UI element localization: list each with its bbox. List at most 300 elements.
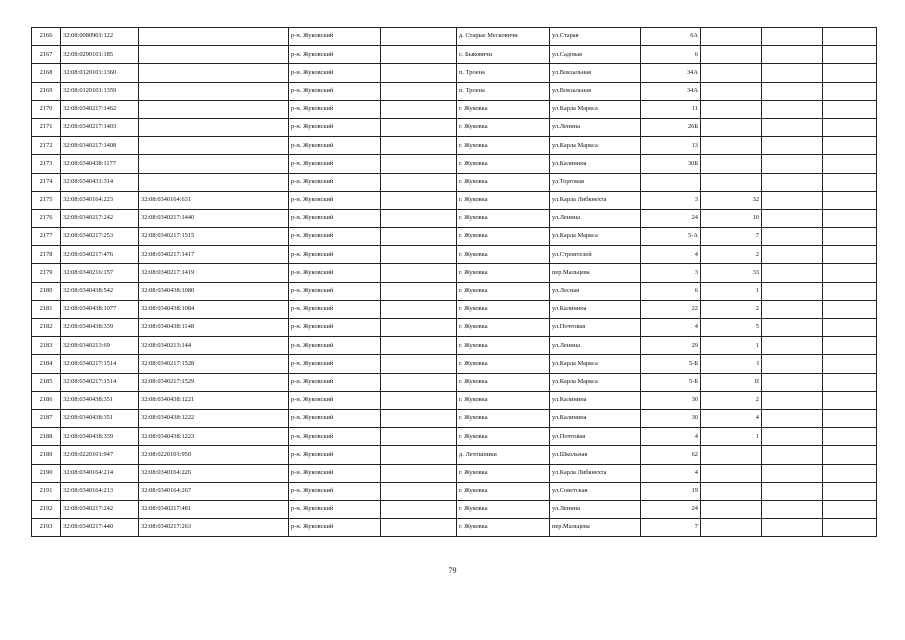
- empty-cell-cell: [823, 519, 877, 537]
- apartment-number-cell: [701, 100, 762, 118]
- premise-cadastral-number-cell: 32:08:0340164:267: [139, 482, 289, 500]
- cadastral-number-cell: 32:08:0220101:947: [61, 446, 139, 464]
- apartment-number-cell: [701, 519, 762, 537]
- table-row: [32, 173, 877, 191]
- apartment-number-cell: 2: [701, 246, 762, 264]
- empty-cell-cell: [381, 409, 457, 427]
- row-number-cell: 2181: [32, 300, 61, 318]
- empty-cell-cell: [823, 355, 877, 373]
- apartment-number-cell: [701, 173, 762, 191]
- cadastral-number-cell: 32:08:0340438:351: [61, 409, 139, 427]
- cadastral-number-cell: 32:08:0340164:214: [61, 464, 139, 482]
- row-number-cell: 2168: [32, 64, 61, 82]
- row-number-cell: 2170: [32, 100, 61, 118]
- premise-cadastral-number-cell: [139, 118, 289, 136]
- apartment-number-cell: [701, 46, 762, 64]
- apartment-number-cell: [701, 118, 762, 136]
- street-cell: ул.Карла Либкнехта: [550, 464, 641, 482]
- district-cell: р-н. Жуковский: [289, 464, 381, 482]
- premise-cadastral-number-cell: 32:08:0340438:1080: [139, 282, 289, 300]
- district-cell: р-н. Жуковский: [289, 246, 381, 264]
- district-cell: р-н. Жуковский: [289, 300, 381, 318]
- street-cell: ул.Советская: [550, 482, 641, 500]
- district-cell: р-н. Жуковский: [289, 82, 381, 100]
- apartment-number-cell: [701, 482, 762, 500]
- street-cell: ул.Лесная: [550, 282, 641, 300]
- apartment-number-cell: 2: [701, 391, 762, 409]
- apartment-number-cell: 1: [701, 428, 762, 446]
- empty-cell-cell: [823, 300, 877, 318]
- locality-cell: г. Жуковка: [457, 228, 550, 246]
- table-row: [32, 246, 877, 264]
- empty-cell-cell: [381, 155, 457, 173]
- empty-cell-cell: [762, 373, 823, 391]
- empty-cell-cell: [823, 82, 877, 100]
- table-row: [32, 191, 877, 209]
- district-cell: р-н. Жуковский: [289, 319, 381, 337]
- cadastral-number-cell: 32:08:0340217:1408: [61, 137, 139, 155]
- house-number-cell: 6: [641, 46, 701, 64]
- street-cell: ул.Карла Маркса: [550, 355, 641, 373]
- empty-cell-cell: [762, 173, 823, 191]
- empty-cell-cell: [823, 155, 877, 173]
- empty-cell-cell: [823, 264, 877, 282]
- row-number-cell: 2176: [32, 209, 61, 227]
- house-number-cell: 3: [641, 191, 701, 209]
- apartment-number-cell: [701, 82, 762, 100]
- premise-cadastral-number-cell: 32:08:0340438:1223: [139, 428, 289, 446]
- district-cell: р-н. Жуковский: [289, 409, 381, 427]
- table-row: [32, 482, 877, 500]
- house-number-cell: 34А: [641, 82, 701, 100]
- house-number-cell: 11: [641, 100, 701, 118]
- street-cell: ул.Ленина: [550, 118, 641, 136]
- cadastral-number-cell: 32:08:0340217:253: [61, 228, 139, 246]
- apartment-number-cell: 5: [701, 319, 762, 337]
- row-number-cell: 2179: [32, 264, 61, 282]
- row-number-cell: 2174: [32, 173, 61, 191]
- table-row: [32, 355, 877, 373]
- empty-cell-cell: [762, 519, 823, 537]
- district-cell: р-н. Жуковский: [289, 100, 381, 118]
- locality-cell: г. Жуковка: [457, 464, 550, 482]
- table-row: [32, 519, 877, 537]
- house-number-cell: 30Б: [641, 155, 701, 173]
- district-cell: р-н. Жуковский: [289, 118, 381, 136]
- locality-cell: п. Троена: [457, 64, 550, 82]
- table-row: [32, 100, 877, 118]
- street-cell: ул.Ленина: [550, 209, 641, 227]
- locality-cell: г. Жуковка: [457, 428, 550, 446]
- apartment-number-cell: I: [701, 355, 762, 373]
- premise-cadastral-number-cell: 32:08:0340164:631: [139, 191, 289, 209]
- premise-cadastral-number-cell: 32:08:0340217:1417: [139, 246, 289, 264]
- empty-cell-cell: [762, 355, 823, 373]
- locality-cell: г. Жуковка: [457, 191, 550, 209]
- empty-cell-cell: [762, 500, 823, 518]
- premise-cadastral-number-cell: [139, 100, 289, 118]
- district-cell: р-н. Жуковский: [289, 428, 381, 446]
- street-cell: ул.Калинина: [550, 155, 641, 173]
- empty-cell-cell: [381, 519, 457, 537]
- house-number-cell: 62: [641, 446, 701, 464]
- empty-cell-cell: [381, 373, 457, 391]
- house-number-cell: 5-А: [641, 228, 701, 246]
- locality-cell: с. Быковичи: [457, 46, 550, 64]
- street-cell: ул.Калинина: [550, 300, 641, 318]
- district-cell: р-н. Жуковский: [289, 137, 381, 155]
- empty-cell-cell: [762, 482, 823, 500]
- table-row: [32, 337, 877, 355]
- cadastral-number-cell: 32:08:0340164:213: [61, 482, 139, 500]
- house-number-cell: 4: [641, 428, 701, 446]
- cadastral-number-cell: 32:08:0340217:476: [61, 246, 139, 264]
- apartment-number-cell: 32: [701, 191, 762, 209]
- cadastral-number-cell: 32:08:0340217:1403: [61, 118, 139, 136]
- cadastral-number-cell: 32:08:0340217:242: [61, 209, 139, 227]
- empty-cell-cell: [381, 82, 457, 100]
- street-cell: ул.Карла Маркса: [550, 137, 641, 155]
- district-cell: р-н. Жуковский: [289, 519, 381, 537]
- empty-cell-cell: [762, 46, 823, 64]
- street-cell: ул.Вокзальная: [550, 82, 641, 100]
- premise-cadastral-number-cell: 32:08:0340217:481: [139, 500, 289, 518]
- locality-cell: г. Жуковка: [457, 319, 550, 337]
- empty-cell-cell: [823, 191, 877, 209]
- table-row: [32, 137, 877, 155]
- empty-cell-cell: [381, 282, 457, 300]
- house-number-cell: 5-Б: [641, 373, 701, 391]
- house-number-cell: 26Б: [641, 118, 701, 136]
- empty-cell-cell: [823, 228, 877, 246]
- apartment-number-cell: [701, 155, 762, 173]
- row-number-cell: 2191: [32, 482, 61, 500]
- row-number-cell: 2171: [32, 118, 61, 136]
- apartment-number-cell: 10: [701, 209, 762, 227]
- house-number-cell: 29: [641, 337, 701, 355]
- empty-cell-cell: [381, 64, 457, 82]
- empty-cell-cell: [381, 191, 457, 209]
- table-row: [32, 446, 877, 464]
- row-number-cell: 2189: [32, 446, 61, 464]
- district-cell: р-н. Жуковский: [289, 337, 381, 355]
- street-cell: ул.Старая: [550, 28, 641, 46]
- district-cell: р-н. Жуковский: [289, 264, 381, 282]
- house-number-cell: 22: [641, 300, 701, 318]
- locality-cell: г. Жуковка: [457, 282, 550, 300]
- locality-cell: п. Троена: [457, 82, 550, 100]
- empty-cell-cell: [762, 228, 823, 246]
- apartment-number-cell: [701, 64, 762, 82]
- premise-cadastral-number-cell: 32:08:0340213:144: [139, 337, 289, 355]
- empty-cell-cell: [823, 482, 877, 500]
- apartment-number-cell: 7: [701, 228, 762, 246]
- table-row: [32, 155, 877, 173]
- empty-cell-cell: [823, 28, 877, 46]
- cadastral-number-cell: 32:08:0340217:1514: [61, 355, 139, 373]
- row-number-cell: 2182: [32, 319, 61, 337]
- house-number-cell: 24: [641, 500, 701, 518]
- house-number-cell: 24: [641, 209, 701, 227]
- table-row: [32, 228, 877, 246]
- row-number-cell: 2178: [32, 246, 61, 264]
- district-cell: р-н. Жуковский: [289, 282, 381, 300]
- table-row: [32, 264, 877, 282]
- premise-cadastral-number-cell: 32:08:0340438:1148: [139, 319, 289, 337]
- house-number-cell: 3: [641, 264, 701, 282]
- table-row: [32, 82, 877, 100]
- empty-cell-cell: [762, 282, 823, 300]
- empty-cell-cell: [381, 500, 457, 518]
- cadastral-number-cell: 32:08:0340438:339: [61, 319, 139, 337]
- table-row: [32, 282, 877, 300]
- premise-cadastral-number-cell: [139, 46, 289, 64]
- district-cell: р-н. Жуковский: [289, 209, 381, 227]
- table-row: [32, 464, 877, 482]
- locality-cell: г. Жуковка: [457, 409, 550, 427]
- cadastral-number-cell: 32:08:0340213:69: [61, 337, 139, 355]
- premise-cadastral-number-cell: 32:08:0340438:1221: [139, 391, 289, 409]
- district-cell: р-н. Жуковский: [289, 155, 381, 173]
- empty-cell-cell: [823, 137, 877, 155]
- apartment-number-cell: [701, 28, 762, 46]
- district-cell: р-н. Жуковский: [289, 500, 381, 518]
- premise-cadastral-number-cell: 32:08:0340217:1440: [139, 209, 289, 227]
- premise-cadastral-number-cell: [139, 28, 289, 46]
- empty-cell-cell: [762, 428, 823, 446]
- street-cell: ул.Ленина: [550, 337, 641, 355]
- empty-cell-cell: [762, 246, 823, 264]
- cadastral-number-cell: 32:08:0340438:1177: [61, 155, 139, 173]
- locality-cell: г. Жуковка: [457, 482, 550, 500]
- district-cell: р-н. Жуковский: [289, 191, 381, 209]
- empty-cell-cell: [823, 64, 877, 82]
- empty-cell-cell: [823, 500, 877, 518]
- street-cell: пер.Мальцева: [550, 519, 641, 537]
- empty-cell-cell: [381, 428, 457, 446]
- house-number-cell: 13: [641, 137, 701, 155]
- row-number-cell: 2169: [32, 82, 61, 100]
- table-row: [32, 300, 877, 318]
- row-number-cell: 2167: [32, 46, 61, 64]
- locality-cell: г. Жуковка: [457, 519, 550, 537]
- empty-cell-cell: [823, 409, 877, 427]
- street-cell: ул.Школьная: [550, 446, 641, 464]
- empty-cell-cell: [381, 337, 457, 355]
- empty-cell-cell: [823, 446, 877, 464]
- premise-cadastral-number-cell: [139, 82, 289, 100]
- premise-cadastral-number-cell: 32:08:0340217:1419: [139, 264, 289, 282]
- street-cell: ул.Калинина: [550, 409, 641, 427]
- empty-cell-cell: [381, 173, 457, 191]
- district-cell: р-н. Жуковский: [289, 373, 381, 391]
- district-cell: р-н. Жуковский: [289, 391, 381, 409]
- empty-cell-cell: [381, 46, 457, 64]
- table-row: [32, 409, 877, 427]
- house-number-cell: 7: [641, 519, 701, 537]
- cadastral-number-cell: 32:08:0340217:242: [61, 500, 139, 518]
- row-number-cell: 2166: [32, 28, 61, 46]
- page-number: 79: [448, 566, 457, 575]
- empty-cell-cell: [381, 446, 457, 464]
- house-number-cell: 6А: [641, 28, 701, 46]
- empty-cell-cell: [823, 100, 877, 118]
- cadastral-number-cell: 32:08:0340438:1077: [61, 300, 139, 318]
- locality-cell: г. Жуковка: [457, 337, 550, 355]
- row-number-cell: 2183: [32, 337, 61, 355]
- empty-cell-cell: [762, 191, 823, 209]
- apartment-number-cell: [701, 137, 762, 155]
- row-number-cell: 2175: [32, 191, 61, 209]
- table-row: [32, 64, 877, 82]
- house-number-cell: 19: [641, 482, 701, 500]
- street-cell: ул.Вокзальная: [550, 64, 641, 82]
- locality-cell: г. Жуковка: [457, 209, 550, 227]
- empty-cell-cell: [823, 464, 877, 482]
- empty-cell-cell: [381, 118, 457, 136]
- row-number-cell: 2184: [32, 355, 61, 373]
- row-number-cell: 2186: [32, 391, 61, 409]
- empty-cell-cell: [823, 428, 877, 446]
- empty-cell-cell: [823, 46, 877, 64]
- street-cell: пер.Мальцева: [550, 264, 641, 282]
- cadastral-number-cell: 32:08:0120101:1359: [61, 82, 139, 100]
- premise-cadastral-number-cell: [139, 173, 289, 191]
- empty-cell-cell: [762, 464, 823, 482]
- table-row: [32, 428, 877, 446]
- row-number-cell: 2193: [32, 519, 61, 537]
- table-row: [32, 319, 877, 337]
- street-cell: ул.Садовая: [550, 46, 641, 64]
- cadastral-number-cell: 32:08:0120101:1360: [61, 64, 139, 82]
- cadastral-number-cell: 32:08:0080901:122: [61, 28, 139, 46]
- empty-cell-cell: [381, 464, 457, 482]
- apartment-number-cell: II: [701, 373, 762, 391]
- table-row: [32, 28, 877, 46]
- empty-cell-cell: [823, 246, 877, 264]
- cadastral-number-cell: 32:08:0340438:351: [61, 391, 139, 409]
- house-number-cell: 30: [641, 409, 701, 427]
- empty-cell-cell: [823, 319, 877, 337]
- empty-cell-cell: [823, 209, 877, 227]
- street-cell: ул.Карла Либкнехта: [550, 191, 641, 209]
- premise-cadastral-number-cell: [139, 137, 289, 155]
- empty-cell-cell: [823, 391, 877, 409]
- locality-cell: д. Летошники: [457, 446, 550, 464]
- table-row: [32, 46, 877, 64]
- premise-cadastral-number-cell: 32:08:0340217:263: [139, 519, 289, 537]
- street-cell: ул.Карла Маркса: [550, 373, 641, 391]
- street-cell: ул.Карла Маркса: [550, 228, 641, 246]
- house-number-cell: 34А: [641, 64, 701, 82]
- locality-cell: г. Жуковка: [457, 155, 550, 173]
- apartment-number-cell: 1: [701, 282, 762, 300]
- street-cell: ул.Ленина: [550, 500, 641, 518]
- empty-cell-cell: [823, 282, 877, 300]
- house-number-cell: 5-Б: [641, 355, 701, 373]
- cadastral-number-cell: 32:08:0340164:223: [61, 191, 139, 209]
- empty-cell-cell: [381, 300, 457, 318]
- empty-cell-cell: [762, 137, 823, 155]
- property-register-table: [31, 27, 877, 537]
- district-cell: р-н. Жуковский: [289, 355, 381, 373]
- locality-cell: г. Жуковка: [457, 137, 550, 155]
- empty-cell-cell: [762, 209, 823, 227]
- district-cell: р-н. Жуковский: [289, 446, 381, 464]
- empty-cell-cell: [381, 482, 457, 500]
- street-cell: ул.Калинина: [550, 391, 641, 409]
- premise-cadastral-number-cell: 32:08:0340217:1529: [139, 373, 289, 391]
- empty-cell-cell: [381, 100, 457, 118]
- house-number-cell: 4: [641, 246, 701, 264]
- table-row: [32, 118, 877, 136]
- empty-cell-cell: [762, 28, 823, 46]
- table-row: [32, 209, 877, 227]
- premise-cadastral-number-cell: 32:08:0340438:1084: [139, 300, 289, 318]
- apartment-number-cell: 33: [701, 264, 762, 282]
- district-cell: р-н. Жуковский: [289, 482, 381, 500]
- row-number-cell: 2188: [32, 428, 61, 446]
- empty-cell-cell: [762, 118, 823, 136]
- premise-cadastral-number-cell: 32:08:0340217:1528: [139, 355, 289, 373]
- locality-cell: г. Жуковка: [457, 264, 550, 282]
- table-row: [32, 500, 877, 518]
- row-number-cell: 2185: [32, 373, 61, 391]
- empty-cell-cell: [762, 64, 823, 82]
- empty-cell-cell: [381, 246, 457, 264]
- locality-cell: г. Жуковка: [457, 373, 550, 391]
- cadastral-number-cell: 32:08:0340216:157: [61, 264, 139, 282]
- street-cell: ул.Торговая: [550, 173, 641, 191]
- house-number-cell: [641, 173, 701, 191]
- locality-cell: г. Жуковка: [457, 391, 550, 409]
- street-cell: ул.Почтовая: [550, 428, 641, 446]
- apartment-number-cell: [701, 446, 762, 464]
- district-cell: р-н. Жуковский: [289, 228, 381, 246]
- street-cell: ул.Карла Маркса: [550, 100, 641, 118]
- cadastral-number-cell: 32:08:0340217:1462: [61, 100, 139, 118]
- row-number-cell: 2180: [32, 282, 61, 300]
- empty-cell-cell: [823, 337, 877, 355]
- empty-cell-cell: [823, 173, 877, 191]
- empty-cell-cell: [381, 228, 457, 246]
- premise-cadastral-number-cell: 32:08:0340164:226: [139, 464, 289, 482]
- empty-cell-cell: [762, 337, 823, 355]
- locality-cell: г. Жуковка: [457, 355, 550, 373]
- locality-cell: г. Жуковка: [457, 100, 550, 118]
- empty-cell-cell: [381, 319, 457, 337]
- row-number-cell: 2173: [32, 155, 61, 173]
- apartment-number-cell: [701, 464, 762, 482]
- empty-cell-cell: [381, 137, 457, 155]
- empty-cell-cell: [381, 264, 457, 282]
- house-number-cell: 4: [641, 319, 701, 337]
- premise-cadastral-number-cell: [139, 155, 289, 173]
- table-row: [32, 391, 877, 409]
- empty-cell-cell: [762, 155, 823, 173]
- street-cell: ул.Строителей: [550, 246, 641, 264]
- apartment-number-cell: 4: [701, 409, 762, 427]
- empty-cell-cell: [823, 118, 877, 136]
- table-row: [32, 373, 877, 391]
- street-cell: ул.Почтовая: [550, 319, 641, 337]
- house-number-cell: 6: [641, 282, 701, 300]
- cadastral-number-cell: 32:08:0340217:440: [61, 519, 139, 537]
- cadastral-number-cell: 32:08:0340438:542: [61, 282, 139, 300]
- empty-cell-cell: [762, 300, 823, 318]
- empty-cell-cell: [762, 409, 823, 427]
- empty-cell-cell: [381, 209, 457, 227]
